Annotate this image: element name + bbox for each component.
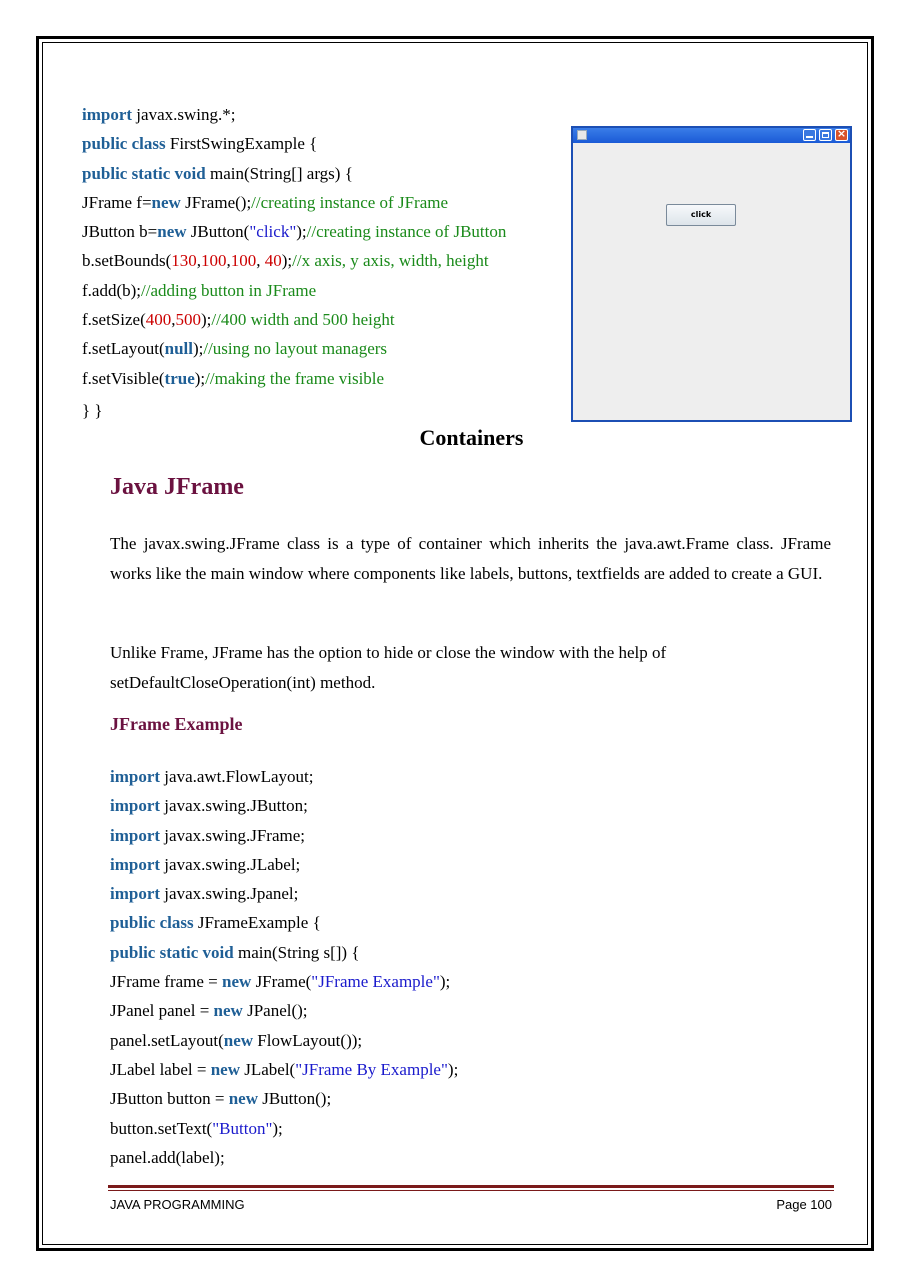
code-token: button.setText( xyxy=(110,1118,213,1138)
closing-braces: } } xyxy=(82,401,103,420)
code-line xyxy=(110,821,458,850)
code-token: new xyxy=(223,1030,254,1050)
code-line xyxy=(110,879,458,908)
code-token: JFrame(); xyxy=(180,192,252,212)
code-line xyxy=(110,1055,458,1084)
code-token: ); xyxy=(296,222,307,242)
code-token: //adding button in JFrame xyxy=(141,280,317,300)
code-token: javax.swing.*; xyxy=(132,105,236,124)
code-token: FirstSwingExample { xyxy=(165,134,318,154)
code-token: import xyxy=(110,767,161,786)
code-token: , xyxy=(226,251,231,271)
section-title: Containers xyxy=(419,425,524,450)
code-token: //using no layout managers xyxy=(203,339,388,359)
footer-rule-thin xyxy=(108,1190,834,1191)
code-token: JPanel(); xyxy=(242,1001,308,1021)
code-token: public class xyxy=(82,134,166,154)
code-token: ); xyxy=(194,368,206,388)
code-line xyxy=(82,100,506,129)
code-line xyxy=(82,188,506,217)
code-token: JPanel panel = xyxy=(110,1001,214,1021)
code-line xyxy=(110,791,458,820)
code-line xyxy=(82,246,506,275)
code-line xyxy=(82,364,506,393)
code-token: 100 xyxy=(230,251,257,271)
code-token: 130 xyxy=(171,251,197,271)
code-token: import xyxy=(110,796,161,816)
code-token: ); xyxy=(272,1118,283,1138)
code-token: //400 width and 500 height xyxy=(211,310,395,330)
code-token: f.setLayout( xyxy=(82,339,165,359)
code-line xyxy=(82,159,506,188)
code-token: //creating instance of JButton xyxy=(306,222,507,242)
code-line xyxy=(110,1114,458,1143)
code-token: //x axis, y axis, width, height xyxy=(292,251,489,271)
code-line xyxy=(110,762,458,791)
code-token: f.setSize( xyxy=(82,310,146,330)
paragraph-line: setDefaultCloseOperation(int) method. xyxy=(110,672,376,692)
code-line xyxy=(110,1084,458,1113)
code-block-first-swing-example xyxy=(82,100,506,393)
code-token: main(String s[]) { xyxy=(233,942,360,962)
code-token: "JFrame Example" xyxy=(311,972,440,992)
code-token: main(String[] args) { xyxy=(205,163,353,183)
code-token: import xyxy=(82,105,133,124)
footer-page-number: Page 100 xyxy=(776,1197,832,1212)
close-icon: × xyxy=(836,127,847,140)
code-token: 40 xyxy=(264,251,282,271)
code-line xyxy=(82,276,506,305)
code-token: //making the frame visible xyxy=(205,368,385,388)
code-token: JLabel label = xyxy=(110,1059,211,1079)
code-line xyxy=(110,850,458,879)
code-token: new xyxy=(222,972,252,992)
code-token: JFrame f= xyxy=(82,192,152,212)
code-token: new xyxy=(213,1001,243,1021)
swing-window-screenshot xyxy=(571,126,852,422)
paragraph-line: Unlike Frame, JFrame has the option to hide or close the window with the help of xyxy=(110,643,667,662)
code-token: JButton(); xyxy=(257,1089,332,1109)
code-token: f.setVisible( xyxy=(82,368,165,388)
code-token: import xyxy=(110,884,161,904)
click-button: click xyxy=(666,204,736,226)
code-token: ); xyxy=(439,972,451,992)
code-line xyxy=(110,1143,458,1172)
code-line xyxy=(82,334,506,363)
code-token: FlowLayout()); xyxy=(253,1030,363,1050)
window-titlebar xyxy=(573,128,850,143)
code-token: new xyxy=(210,1059,240,1079)
code-token: public static void xyxy=(110,942,234,962)
java-app-icon xyxy=(577,130,587,140)
code-token: javax.swing.Jpanel; xyxy=(160,884,299,904)
code-token: JLabel( xyxy=(239,1059,296,1079)
code-line xyxy=(110,938,458,967)
code-token: , xyxy=(171,310,176,330)
footer-rule-thick xyxy=(108,1185,834,1188)
code-token: "JFrame By Example" xyxy=(295,1059,448,1079)
code-line xyxy=(110,1026,458,1055)
code-line xyxy=(110,996,458,1025)
code-token: javax.swing.JButton; xyxy=(160,796,308,816)
code-token: //creating instance of JFrame xyxy=(251,192,449,212)
code-token: ); xyxy=(281,251,293,271)
code-token: JButton b= xyxy=(82,222,158,242)
code-token: panel.add(label); xyxy=(110,1147,225,1167)
heading-java-jframe: Java JFrame xyxy=(110,474,244,500)
code-token: import xyxy=(110,854,161,874)
code-token: , xyxy=(256,251,265,271)
code-token: , xyxy=(196,251,201,271)
code-token: ); xyxy=(192,339,204,359)
code-line xyxy=(82,305,506,334)
code-token: panel.setLayout( xyxy=(110,1030,224,1050)
code-token: null xyxy=(164,339,193,359)
code-token: new xyxy=(228,1089,258,1109)
code-line xyxy=(82,217,506,246)
code-token: "click" xyxy=(249,222,297,242)
code-line xyxy=(82,129,506,158)
code-token: import xyxy=(110,825,161,845)
code-token: JFrame( xyxy=(251,972,312,992)
code-token: "Button" xyxy=(212,1118,273,1138)
code-token: JFrame frame = xyxy=(110,972,223,992)
code-token: public class xyxy=(110,913,194,933)
code-token: JFrameExample { xyxy=(193,913,321,933)
code-token: new xyxy=(151,192,181,212)
code-token: javax.swing.JFrame; xyxy=(160,825,305,845)
minimize-icon xyxy=(803,129,816,141)
code-token: true xyxy=(164,368,195,388)
code-token: JButton button = xyxy=(110,1089,229,1109)
code-token: f.add(b); xyxy=(82,280,142,300)
subheading-jframe-example: JFrame Example xyxy=(110,714,243,734)
footer-title: JAVA PROGRAMMING xyxy=(110,1197,245,1212)
code-token: b.setBounds( xyxy=(82,251,172,271)
code-line xyxy=(110,908,458,937)
code-token: public static void xyxy=(82,163,206,183)
code-token: JButton( xyxy=(186,222,250,242)
code-token: ); xyxy=(447,1059,459,1079)
code-token: 400 xyxy=(145,310,172,330)
paragraph-jframe-intro: The javax.swing.JFrame class is a type of container which inherits the java.awt.Frame class. JFrame works like the main window where components like labels, buttons, textfields are added to create a GUI. xyxy=(110,534,831,583)
maximize-icon xyxy=(819,129,832,141)
code-token: java.awt.FlowLayout; xyxy=(160,767,314,786)
code-token: ); xyxy=(200,310,212,330)
code-block-jframe-example xyxy=(110,762,458,1172)
code-line xyxy=(110,967,458,996)
code-token: 100 xyxy=(201,251,227,271)
paragraph-jframe-close xyxy=(110,638,831,697)
code-token: 500 xyxy=(175,310,201,330)
code-token: new xyxy=(157,222,187,242)
code-token: javax.swing.JLabel; xyxy=(160,854,301,874)
